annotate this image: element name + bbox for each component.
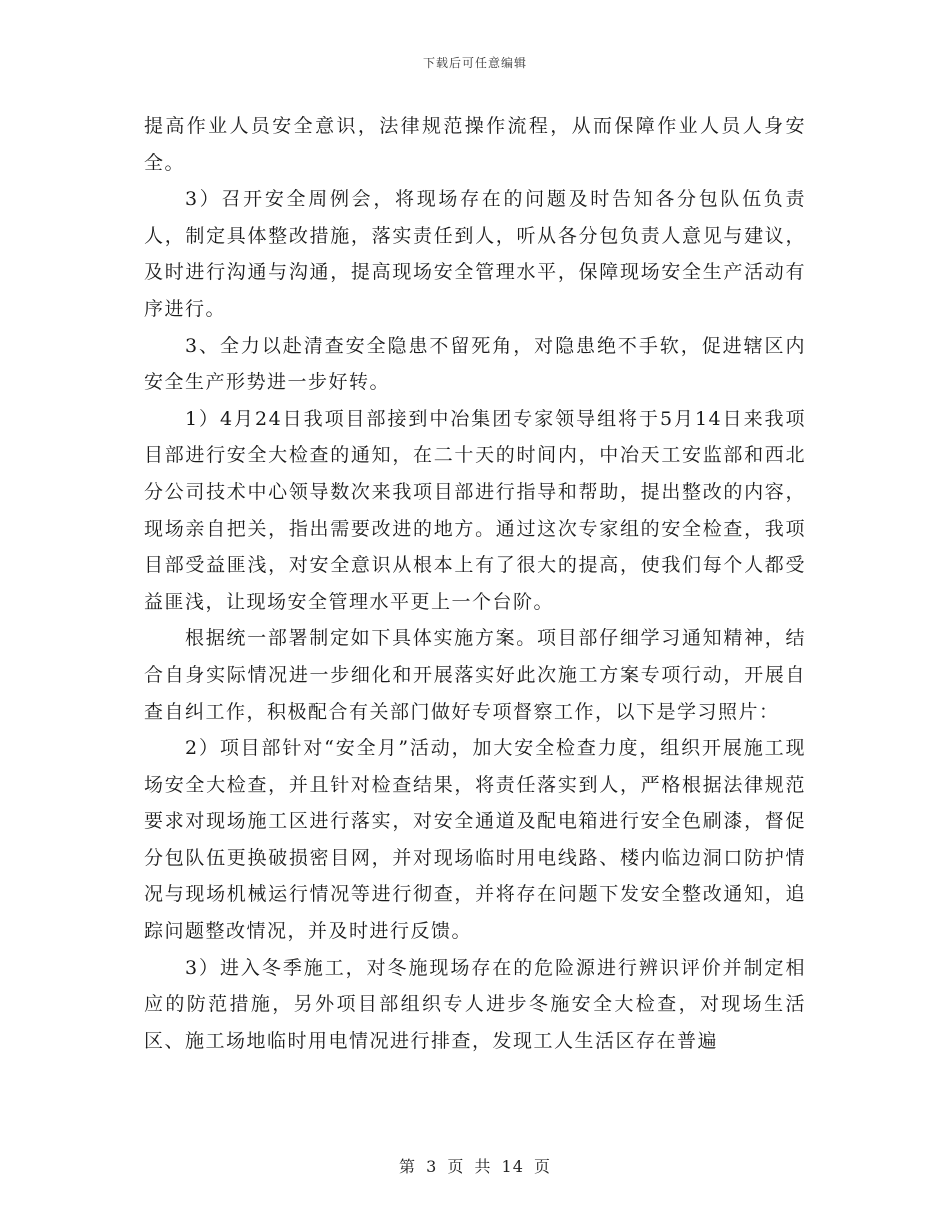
paragraph-implementation-plan: 根据统一部署制定如下具体实施方案。项目部仔细学习通知精神，结合自身实际情况进一步细化和开展落实好此次施工方案专项行动，开展自查自纠工作，积极配合有关部门做好专项督察工作，以下是学习照片： bbox=[144, 627, 806, 723]
page-header: 下载后可任意编辑 bbox=[422, 56, 527, 70]
document-body bbox=[144, 108, 806, 1059]
page-number: 第 3 页 共 14 页 bbox=[399, 1157, 551, 1176]
paragraph-continuation: 提高作业人员安全意识，法律规范操作流程，从而保障作业人员人身安全。 bbox=[144, 115, 806, 174]
paragraph-safety-month: 2）项目部针对“安全月”活动，加大安全检查力度，组织开展施工现场安全大检查，并且针对检查结果，将责任落实到人，严格根据法律规范要求对现场施工区进行落实，对安全通道及配电箱进行安全色刷漆，督促分包队伍更换破损密目网，并对现场临时用电线路、楼内临边洞口防护情况与现场机械运行情况等进行彻查，并将存在问题下发安全整改通知，追踪问题整改情况，并及时进行反馈。 bbox=[144, 737, 806, 943]
paragraph-expert-inspection: 1）4月24日我项目部接到中冶集团专家领导组将于5月14日来我项目部进行安全大检查的通知，在二十天的时间内，中冶天工安监部和西北分公司技术中心领导数次来我项目部进行指导和帮助，提出整改的内容，现场亲自把关，指出需要改进的地方。通过这次专家组的安全检查，我项目部受益匪浅，对安全意识从根本上有了很大的提高，使我们每个人都受益匪浅，让现场安全管理水平更上一个台阶。 bbox=[144, 407, 806, 613]
paragraph-hazard-inspection: 3、全力以赴清查安全隐患不留死角，对隐患绝不手软，促进辖区内安全生产形势进一步好转。 bbox=[144, 334, 806, 394]
paragraph-winter-construction: 3）进入冬季施工，对冬施现场存在的危险源进行辨识评价并制定相应的防范措施，另外项目部组织专人进步冬施安全大检查，对现场生活区、施工场地临时用电情况进行排查，发现工人生活区存在普遍 bbox=[144, 956, 806, 1052]
paragraph-weekly-meeting: 3）召开安全周例会，将现场存在的问题及时告知各分包队伍负责人，制定具体整改措施，落实责任到人，听从各分包负责人意见与建议，及时进行沟通与沟通，提高现场安全管理水平，保障现场安全生产活动有序进行。 bbox=[144, 188, 806, 320]
